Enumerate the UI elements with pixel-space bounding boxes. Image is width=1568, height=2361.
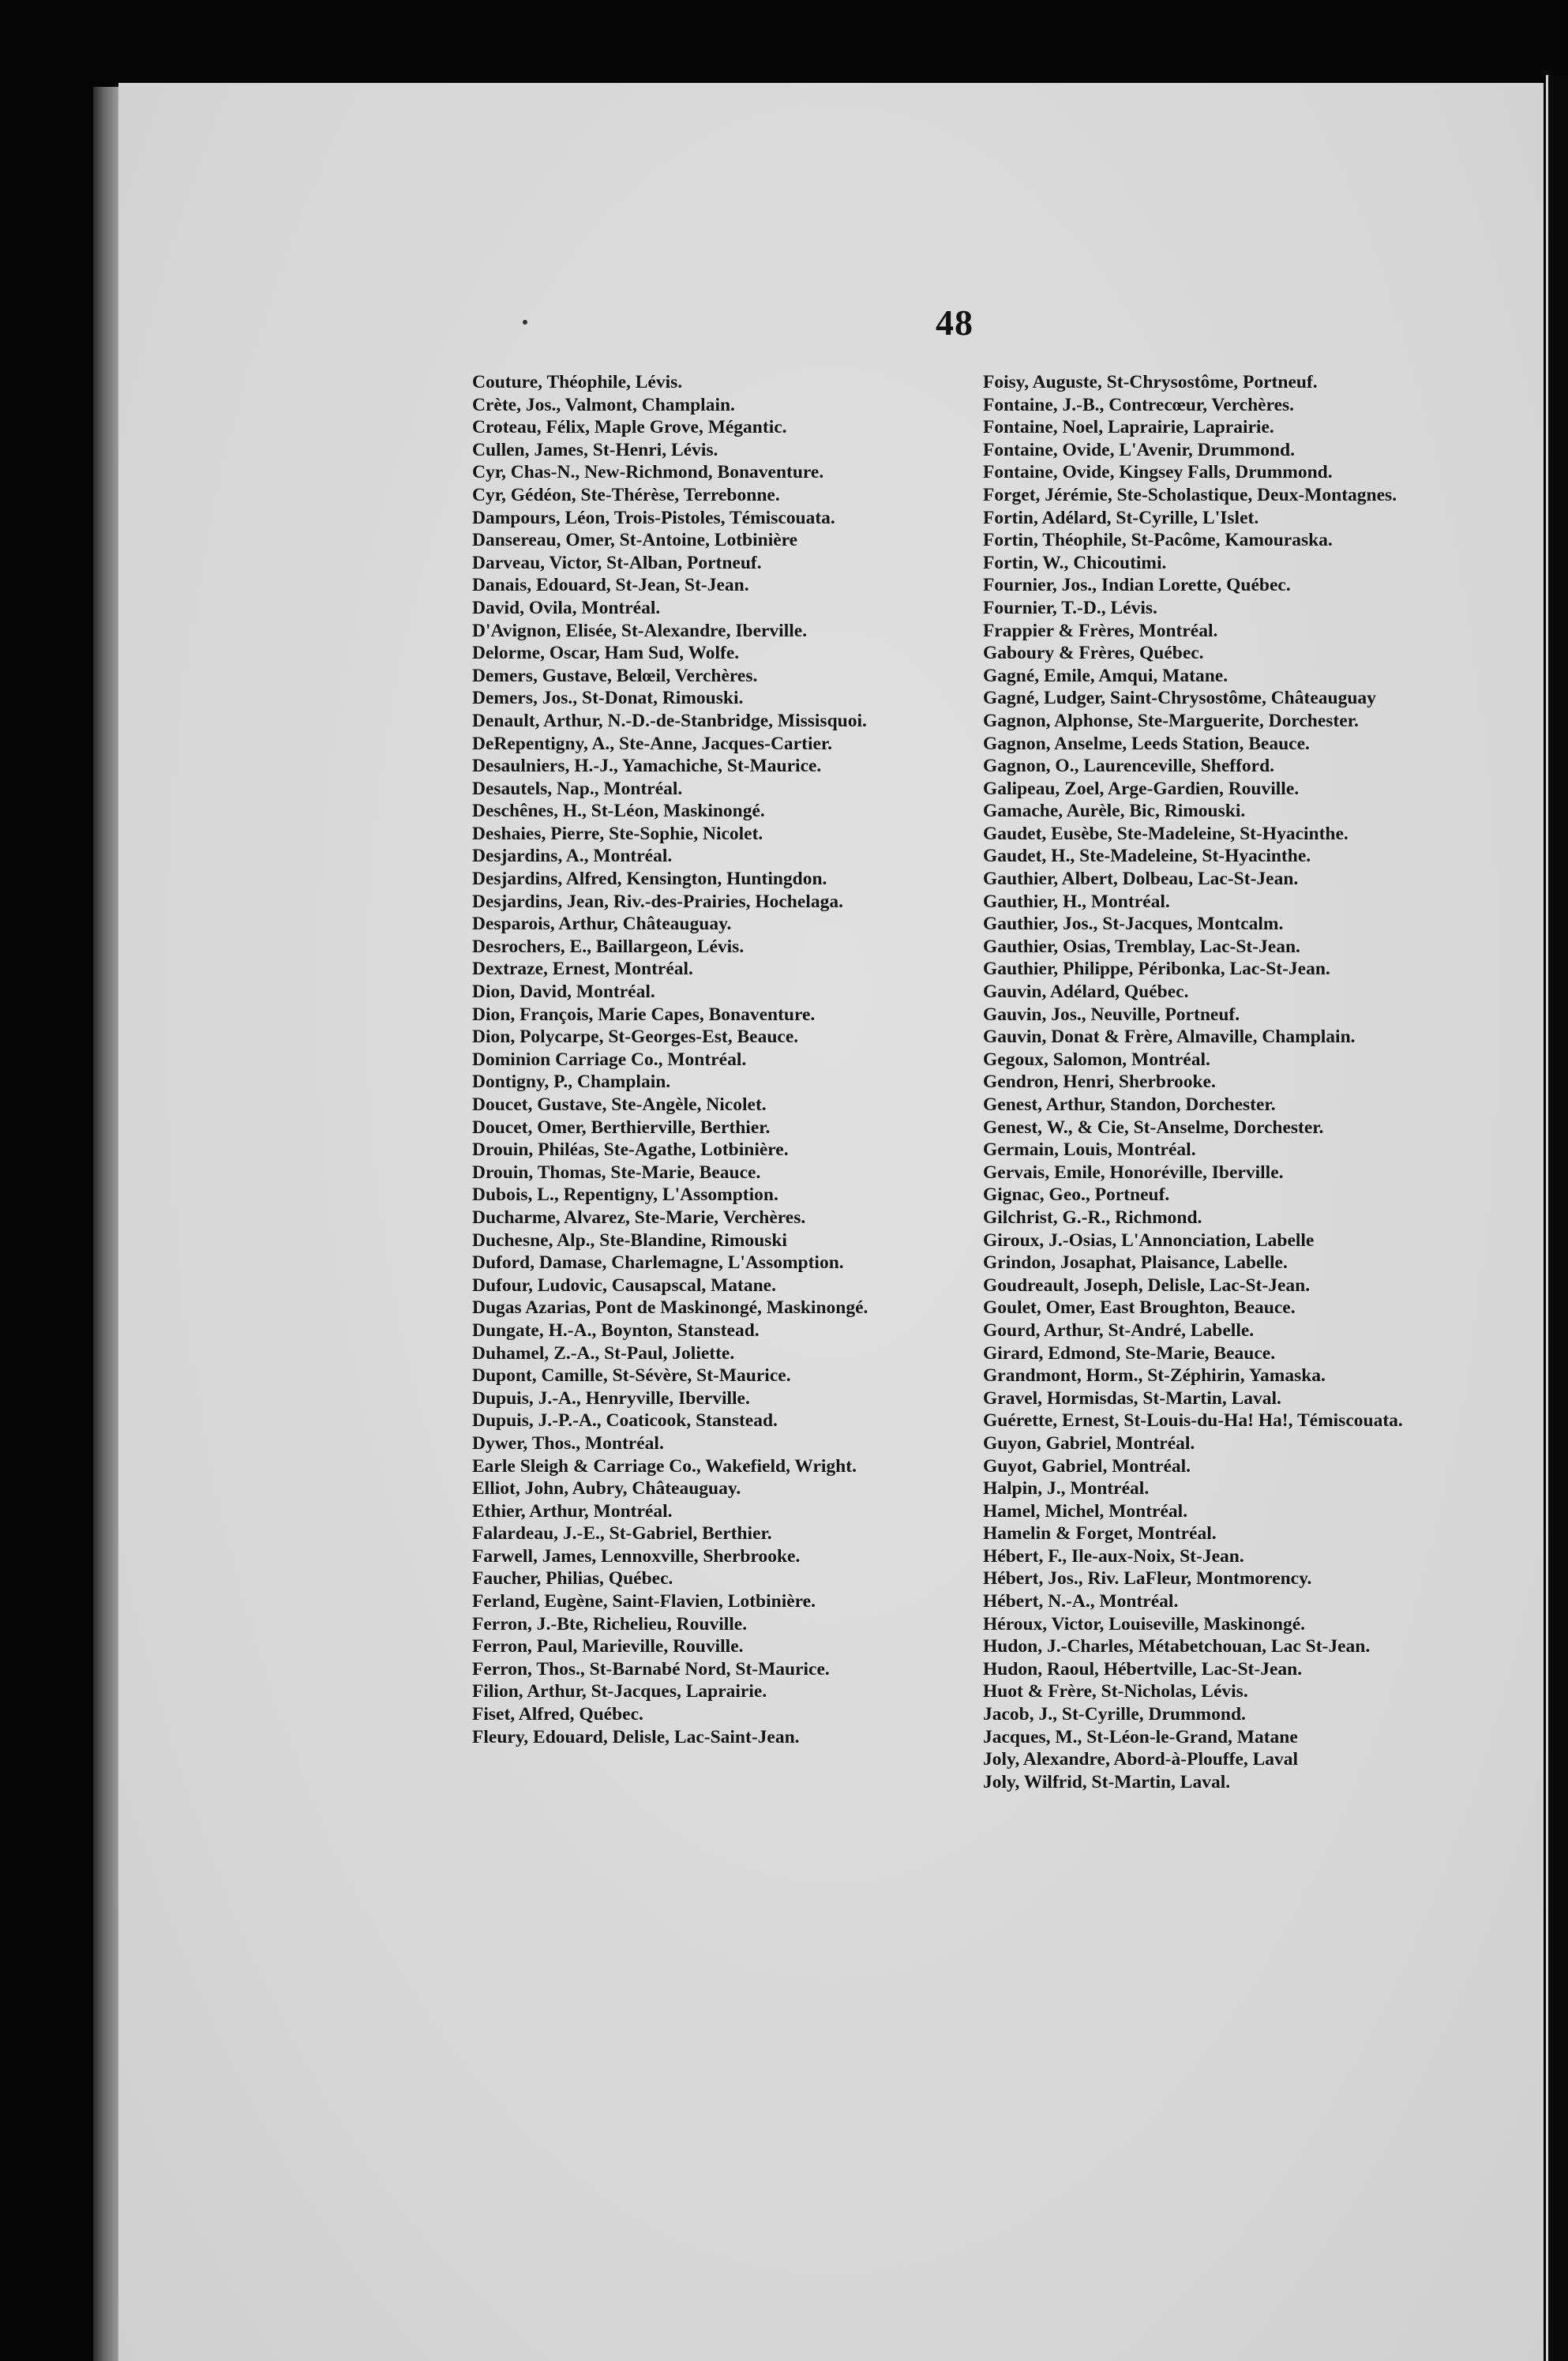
directory-entry: Dupuis, J.-P.-A., Coaticook, Stanstead. bbox=[472, 1410, 778, 1432]
directory-entry: Ferland, Eugène, Saint-Flavien, Lotbinière. bbox=[472, 1591, 816, 1612]
scan-frame-left bbox=[93, 87, 118, 2361]
directory-entry: Desjardins, Alfred, Kensington, Huntingdon. bbox=[472, 869, 827, 890]
directory-entry: Farwell, James, Lennoxville, Sherbrooke. bbox=[472, 1545, 801, 1567]
directory-entry: Gamache, Aurèle, Bic, Rimouski. bbox=[983, 801, 1246, 822]
directory-entry: Drouin, Philéas, Ste-Agathe, Lotbinière. bbox=[472, 1139, 789, 1161]
directory-entry: Gauthier, H., Montréal. bbox=[983, 891, 1170, 912]
directory-entry: Gagné, Emile, Amqui, Matane. bbox=[983, 665, 1229, 686]
directory-entry: Fournier, Jos., Indian Lorette, Québec. bbox=[983, 575, 1291, 596]
directory-entry: Jacob, J., St-Cyrille, Drummond. bbox=[983, 1704, 1246, 1725]
directory-entry: Gauvin, Jos., Neuville, Portneuf. bbox=[983, 1004, 1240, 1025]
directory-entry: Hudon, Raoul, Hébertville, Lac-St-Jean. bbox=[983, 1658, 1303, 1680]
directory-entry: Dywer, Thos., Montréal. bbox=[472, 1432, 664, 1454]
directory-entry: DeRepentigny, A., Ste-Anne, Jacques-Cartier. bbox=[472, 733, 833, 754]
directory-entry: Fleury, Edouard, Delisle, Lac-Saint-Jean. bbox=[472, 1726, 800, 1747]
directory-entry: Dampours, Léon, Trois-Pistoles, Témiscouata. bbox=[472, 507, 835, 528]
directory-entry: Hébert, F., Ile-aux-Noix, St-Jean. bbox=[983, 1545, 1244, 1567]
directory-entry: Goudreault, Joseph, Delisle, Lac-St-Jean. bbox=[983, 1274, 1311, 1296]
directory-entry: Dugas Azarias, Pont de Maskinongé, Maskinongé. bbox=[472, 1297, 868, 1319]
directory-entry: Gagnon, Anselme, Leeds Station, Beauce. bbox=[983, 733, 1310, 754]
directory-entry: Guyon, Gabriel, Montréal. bbox=[983, 1432, 1195, 1454]
directory-entry: Joly, Alexandre, Abord-à-Plouffe, Laval bbox=[983, 1749, 1299, 1770]
directory-entry: Cyr, Gédéon, Ste-Thérèse, Terrebonne. bbox=[472, 484, 780, 505]
directory-entry: Gaudet, H., Ste-Madeleine, St-Hyacinthe. bbox=[983, 846, 1311, 867]
directory-entry: Dion, David, Montréal. bbox=[472, 982, 655, 1003]
directory-entry: Desparois, Arthur, Châteauguay. bbox=[472, 914, 732, 935]
directory-entry: David, Ovila, Montréal. bbox=[472, 597, 661, 618]
directory-entry: Dion, François, Marie Capes, Bonaventure. bbox=[472, 1004, 816, 1025]
directory-entry: Ducharme, Alvarez, Ste-Marie, Verchères. bbox=[472, 1207, 806, 1228]
directory-entry: Cyr, Chas-N., New-Richmond, Bonaventure. bbox=[472, 462, 824, 483]
directory-entry: Ethier, Arthur, Montréal. bbox=[472, 1500, 673, 1522]
directory-entry: Gervais, Emile, Honoréville, Iberville. bbox=[983, 1162, 1284, 1183]
directory-entry: Hébert, N.-A., Montréal. bbox=[983, 1591, 1179, 1612]
directory-entry: Hébert, Jos., Riv. LaFleur, Montmorency. bbox=[983, 1568, 1312, 1590]
directory-entry: Duchesne, Alp., Ste-Blandine, Rimouski bbox=[472, 1229, 787, 1251]
directory-entry: Fortin, W., Chicoutimi. bbox=[983, 552, 1167, 573]
directory-entry: Héroux, Victor, Louiseville, Maskinongé. bbox=[983, 1613, 1306, 1635]
directory-entry: Demers, Gustave, Belœil, Verchères. bbox=[472, 665, 758, 686]
directory-entry: Gegoux, Salomon, Montréal. bbox=[983, 1049, 1210, 1070]
directory-entry: Ferron, Thos., St-Barnabé Nord, St-Maurice. bbox=[472, 1658, 830, 1680]
directory-entry: D'Avignon, Elisée, St-Alexandre, Iberville. bbox=[472, 620, 808, 641]
directory-entry: Gravel, Hormisdas, St-Martin, Laval. bbox=[983, 1387, 1281, 1409]
directory-entry: Gignac, Geo., Portneuf. bbox=[983, 1184, 1170, 1206]
directory-entry: Genest, W., & Cie, St-Anselme, Dorchester. bbox=[983, 1117, 1324, 1138]
directory-entry: Gauthier, Jos., St-Jacques, Montcalm. bbox=[983, 914, 1284, 935]
directory-entry: Fiset, Alfred, Québec. bbox=[472, 1704, 643, 1725]
directory-entry: Goulet, Omer, East Broughton, Beauce. bbox=[983, 1297, 1296, 1319]
directory-entry: Deshaies, Pierre, Ste-Sophie, Nicolet. bbox=[472, 823, 763, 844]
directory-entry: Dominion Carriage Co., Montréal. bbox=[472, 1049, 747, 1070]
directory-entry: Hamel, Michel, Montréal. bbox=[983, 1500, 1188, 1522]
directory-entry: Galipeau, Zoel, Arge-Gardien, Rouville. bbox=[983, 778, 1300, 799]
directory-entry: Hamelin & Forget, Montréal. bbox=[983, 1523, 1217, 1545]
directory-entry: Couture, Théophile, Lévis. bbox=[472, 372, 683, 392]
directory-entry: Desaulniers, H.-J., Yamachiche, St-Maurice. bbox=[472, 756, 822, 777]
directory-entry: Fontaine, Noel, Laprairie, Laprairie. bbox=[983, 417, 1274, 438]
directory-entry: Desjardins, A., Montréal. bbox=[472, 846, 673, 867]
directory-entry: Fournier, T.-D., Lévis. bbox=[983, 597, 1157, 618]
directory-entry: Danais, Edouard, St-Jean, St-Jean. bbox=[472, 575, 749, 596]
directory-entry: Croteau, Félix, Maple Grove, Mégantic. bbox=[472, 417, 787, 438]
directory-entry: Duhamel, Z.-A., St-Paul, Joliette. bbox=[472, 1342, 735, 1364]
directory-entry: Gagnon, Alphonse, Ste-Marguerite, Dorchester. bbox=[983, 710, 1359, 731]
directory-entry: Ferron, Paul, Marieville, Rouville. bbox=[472, 1636, 744, 1657]
directory-entry: Fontaine, Ovide, Kingsey Falls, Drummond. bbox=[983, 462, 1333, 483]
directory-entry: Guyot, Gabriel, Montréal. bbox=[983, 1455, 1191, 1477]
directory-entry: Dupont, Camille, St-Sévère, St-Maurice. bbox=[472, 1365, 791, 1387]
speck-mark bbox=[523, 320, 527, 325]
directory-entry: Gendron, Henri, Sherbrooke. bbox=[983, 1072, 1216, 1093]
directory-entry: Ferron, J.-Bte, Richelieu, Rouville. bbox=[472, 1613, 748, 1635]
scan-frame-right bbox=[1546, 75, 1568, 2361]
directory-entry: Desautels, Nap., Montréal. bbox=[472, 778, 683, 799]
directory-entry: Dion, Polycarpe, St-Georges-Est, Beauce. bbox=[472, 1027, 799, 1048]
directory-entry: Foisy, Auguste, St-Chrysostôme, Portneuf. bbox=[983, 372, 1318, 392]
directory-entry: Giroux, J.-Osias, L'Annonciation, Labelle bbox=[983, 1229, 1315, 1251]
directory-entry: Grandmont, Horm., St-Zéphirin, Yamaska. bbox=[983, 1365, 1326, 1387]
directory-entry: Crète, Jos., Valmont, Champlain. bbox=[472, 394, 735, 415]
directory-entry: Gaudet, Eusèbe, Ste-Madeleine, St-Hyacinthe. bbox=[983, 823, 1349, 844]
directory-entry: Gourd, Arthur, St-André, Labelle. bbox=[983, 1319, 1255, 1341]
directory-entry: Gauvin, Donat & Frère, Almaville, Champlain. bbox=[983, 1027, 1356, 1048]
directory-entry: Filion, Arthur, St-Jacques, Laprairie. bbox=[472, 1681, 767, 1702]
directory-entry: Gauthier, Albert, Dolbeau, Lac-St-Jean. bbox=[983, 869, 1299, 890]
directory-entry: Genest, Arthur, Standon, Dorchester. bbox=[983, 1094, 1276, 1115]
directory-entry: Faucher, Philias, Québec. bbox=[472, 1568, 673, 1590]
directory-entry: Guérette, Ernest, St-Louis-du-Ha! Ha!, Témiscouata. bbox=[983, 1410, 1403, 1432]
directory-column-left bbox=[472, 371, 950, 1748]
directory-entry: Earle Sleigh & Carriage Co., Wakefield, Wright. bbox=[472, 1455, 857, 1477]
directory-entry: Drouin, Thomas, Ste-Marie, Beauce. bbox=[472, 1162, 761, 1183]
directory-entry: Cullen, James, St-Henri, Lévis. bbox=[472, 439, 718, 460]
directory-entry: Fortin, Théophile, St-Pacôme, Kamouraska. bbox=[983, 530, 1333, 551]
directory-entry: Gagnon, O., Laurenceville, Shefford. bbox=[983, 756, 1275, 777]
directory-entry: Deschênes, H., St-Léon, Maskinongé. bbox=[472, 801, 765, 822]
directory-entry: Germain, Louis, Montréal. bbox=[983, 1139, 1196, 1161]
directory-entry: Doucet, Omer, Berthierville, Berthier. bbox=[472, 1117, 771, 1138]
directory-entry: Dubois, L., Repentigny, L'Assomption. bbox=[472, 1184, 778, 1206]
directory-entry: Gauthier, Philippe, Péribonka, Lac-St-Jean. bbox=[983, 959, 1330, 980]
directory-column-right bbox=[983, 371, 1461, 1793]
directory-entry: Dontigny, P., Champlain. bbox=[472, 1072, 671, 1093]
directory-entry: Grindon, Josaphat, Plaisance, Labelle. bbox=[983, 1252, 1288, 1274]
directory-entry: Dextraze, Ernest, Montréal. bbox=[472, 959, 693, 980]
directory-entry: Fortin, Adélard, St-Cyrille, L'Islet. bbox=[983, 507, 1259, 528]
directory-entry: Frappier & Frères, Montréal. bbox=[983, 620, 1218, 641]
directory-entry: Desjardins, Jean, Riv.-des-Prairies, Hochelaga. bbox=[472, 891, 843, 912]
directory-entry: Demers, Jos., St-Donat, Rimouski. bbox=[472, 688, 744, 709]
directory-entry: Dansereau, Omer, St-Antoine, Lotbinière bbox=[472, 530, 798, 551]
directory-entry: Falardeau, J.-E., St-Gabriel, Berthier. bbox=[472, 1523, 772, 1545]
directory-entry: Jacques, M., St-Léon-le-Grand, Matane bbox=[983, 1726, 1298, 1747]
directory-entry: Gilchrist, G.-R., Richmond. bbox=[983, 1207, 1202, 1228]
directory-entry: Darveau, Victor, St-Alban, Portneuf. bbox=[472, 552, 762, 573]
directory-entry: Gauvin, Adélard, Québec. bbox=[983, 982, 1189, 1003]
directory-entry: Fontaine, Ovide, L'Avenir, Drummond. bbox=[983, 439, 1295, 460]
directory-entry: Desrochers, E., Baillargeon, Lévis. bbox=[472, 936, 745, 957]
page-number: 48 bbox=[936, 302, 973, 343]
directory-entry: Gauthier, Osias, Tremblay, Lac-St-Jean. bbox=[983, 936, 1300, 957]
directory-entry: Dungate, H.-A., Boynton, Stanstead. bbox=[472, 1319, 760, 1341]
directory-entry: Doucet, Gustave, Ste-Angèle, Nicolet. bbox=[472, 1094, 767, 1115]
directory-entry: Forget, Jérémie, Ste-Scholastique, Deux-Montagnes. bbox=[983, 484, 1397, 505]
directory-entry: Halpin, J., Montréal. bbox=[983, 1478, 1150, 1500]
directory-entry: Girard, Edmond, Ste-Marie, Beauce. bbox=[983, 1342, 1276, 1364]
directory-entry: Dufour, Ludovic, Causapscal, Matane. bbox=[472, 1274, 776, 1296]
directory-entry: Fontaine, J.-B., Contrecœur, Verchères. bbox=[983, 394, 1295, 415]
directory-entry: Delorme, Oscar, Ham Sud, Wolfe. bbox=[472, 643, 740, 664]
directory-entry: Gaboury & Frères, Québec. bbox=[983, 643, 1204, 664]
directory-entry: Duford, Damase, Charlemagne, L'Assomption. bbox=[472, 1252, 844, 1274]
directory-entry: Joly, Wilfrid, St-Martin, Laval. bbox=[983, 1771, 1231, 1792]
directory-entry: Elliot, John, Aubry, Châteauguay. bbox=[472, 1478, 741, 1500]
directory-entry: Dupuis, J.-A., Henryville, Iberville. bbox=[472, 1387, 750, 1409]
directory-entry: Huot & Frère, St-Nicholas, Lévis. bbox=[983, 1681, 1248, 1702]
directory-entry: Hudon, J.-Charles, Métabetchouan, Lac St-Jean. bbox=[983, 1636, 1371, 1657]
directory-entry: Gagné, Ludger, Saint-Chrysostôme, Châteauguay bbox=[983, 688, 1376, 709]
directory-entry: Denault, Arthur, N.-D.-de-Stanbridge, Missisquoi. bbox=[472, 710, 867, 731]
